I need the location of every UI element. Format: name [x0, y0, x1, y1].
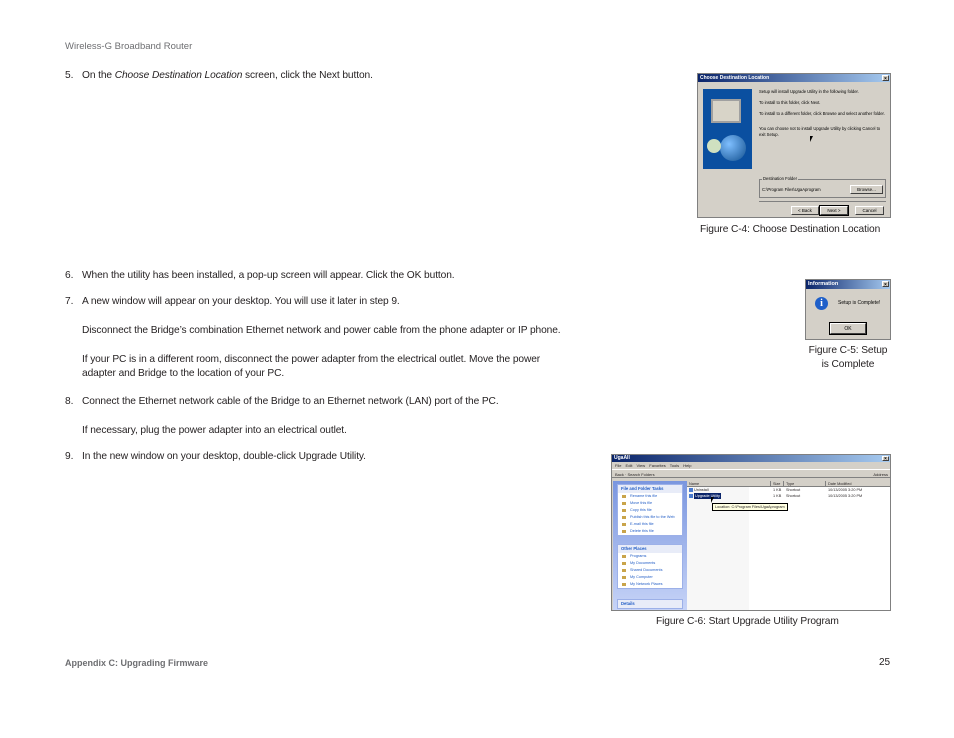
dialog-text: To install to a different folder, click Browse and select another folder.	[759, 111, 885, 116]
details-panel	[617, 599, 683, 609]
dialog-text: To install to this folder, click Next.	[759, 100, 821, 105]
paragraph: If necessary, plug the power adapter into an electrical outlet.	[82, 425, 347, 436]
file-date: 10/13/2005 3:20 PM	[828, 494, 863, 498]
other-places	[617, 544, 683, 589]
file-type: Shortcut	[786, 488, 801, 492]
file-size: 1 KB	[773, 488, 782, 492]
title-bar	[612, 455, 890, 462]
figure-c5-screenshot	[805, 279, 891, 340]
column-header-type[interactable]: Type	[784, 481, 826, 487]
info-icon: i	[815, 297, 828, 310]
figure-caption	[800, 344, 896, 372]
shortcut-icon	[689, 488, 693, 492]
running-header: Wireless-G Broadband Router	[65, 41, 193, 52]
destination-folder-group	[759, 176, 886, 198]
browse-button[interactable]: Browse...	[850, 185, 883, 194]
close-icon[interactable]: ×	[882, 75, 889, 81]
footer-section: Appendix C: Upgrading Firmware	[65, 658, 209, 668]
step-emphasis: Choose Destination Location	[114, 70, 243, 81]
place-item[interactable]: Programs	[618, 553, 682, 560]
step-text: Connect the Ethernet network cable of the Bridge to an Ethernet network (LAN) port of the PC.	[82, 396, 499, 407]
paragraph: adapter and Bridge to the location of your PC.	[82, 368, 285, 379]
file-list	[687, 481, 890, 610]
close-icon[interactable]: ×	[882, 456, 889, 461]
place-item[interactable]: My Documents	[618, 560, 682, 567]
cursor-icon	[810, 136, 813, 142]
file-name: Uninstall	[694, 488, 709, 492]
column-header-name[interactable]: Name	[687, 481, 771, 487]
title-bar	[698, 74, 890, 82]
step-number: 6.	[65, 270, 74, 281]
figure-c6-screenshot	[611, 454, 891, 611]
installer-graphic	[703, 89, 752, 169]
paragraph: If your PC is in a different room, disconnect the power adapter from the electrical outlet. Move the power	[82, 354, 541, 365]
globe-icon	[720, 135, 746, 161]
step-text: When the utility has been installed, a pop-up screen will appear. Click the OK button.	[82, 270, 455, 281]
place-item[interactable]: My Computer	[618, 574, 682, 581]
step-number: 8.	[65, 396, 74, 407]
cancel-button[interactable]: Cancel	[855, 206, 884, 215]
step-number: 9.	[65, 451, 74, 462]
window-title: Information	[808, 281, 839, 287]
shortcut-icon	[689, 494, 693, 498]
step-text: In the new window on your desktop, double-click Upgrade Utility.	[82, 451, 366, 462]
disc-icon	[707, 139, 721, 153]
close-icon[interactable]: ×	[882, 281, 889, 287]
task-item[interactable]: Rename this file	[618, 493, 682, 500]
step-text: screen, click the Next button.	[242, 70, 373, 81]
toolbar-buttons[interactable]: Back · Search Folders	[615, 472, 655, 477]
file-type: Shortcut	[786, 494, 801, 498]
file-name-selected: Upgrade Utility	[695, 494, 720, 498]
task-pane	[613, 481, 687, 610]
paragraph: Disconnect the Bridge’s combination Ethernet network and power cable from the phone adapter or IP phone.	[82, 325, 561, 336]
page-number: 25	[879, 657, 891, 668]
place-item[interactable]: Shared Documents	[618, 567, 682, 574]
figure-caption: Figure C-6: Start Upgrade Utility Program	[656, 616, 839, 627]
figure-caption: Figure C-4: Choose Destination Location	[700, 224, 881, 235]
group-label: Destination Folder	[763, 176, 797, 181]
panel-header[interactable]: Other Places	[618, 545, 682, 553]
task-item[interactable]: Delete this file	[618, 528, 682, 535]
task-item[interactable]: E-mail this file	[618, 521, 682, 528]
dialog-text: You can choose not to install Upgrade Utility by clicking Cancel to exit Setup.	[759, 126, 881, 137]
address-label: Address	[873, 472, 888, 477]
step-text: On the	[82, 70, 115, 81]
task-item[interactable]: Publish this file to the Web	[618, 514, 682, 521]
file-date: 10/13/2005 3:20 PM	[828, 488, 863, 492]
tooltip: Location: C:\Program Files\UgaAprogram	[712, 503, 788, 511]
figure-c4-screenshot	[697, 73, 891, 218]
step-number: 7.	[65, 296, 74, 307]
task-item[interactable]: Copy this file	[618, 507, 682, 514]
caption-line: is Complete	[821, 359, 875, 370]
file-folder-tasks	[617, 484, 683, 536]
window-title: UgaAll	[614, 455, 630, 461]
info-message: Setup is Complete!	[838, 300, 881, 306]
dialog-text: Setup will install Upgrade Utility in the following folder.	[759, 89, 859, 94]
menu-bar[interactable]: File Edit View Favorites Tools Help	[612, 462, 890, 469]
window-title: Choose Destination Location	[700, 75, 770, 81]
back-button[interactable]: < Back	[791, 206, 819, 215]
place-item[interactable]: My Network Places	[618, 581, 682, 588]
file-size: 1 KB	[773, 494, 782, 498]
next-button[interactable]: Next >	[820, 206, 848, 215]
step-number: 5.	[65, 70, 74, 81]
caption-line: Figure C-5: Setup	[808, 345, 888, 356]
column-header-size[interactable]: Size	[771, 481, 784, 487]
destination-path: C:\Program Files\UgaAprogram	[762, 187, 821, 192]
toolbar	[612, 469, 890, 478]
panel-header[interactable]: File and Folder Tasks	[618, 485, 682, 493]
panel-header[interactable]: Details	[618, 600, 682, 608]
divider	[759, 201, 886, 202]
computer-icon	[711, 99, 741, 123]
task-item[interactable]: Move this file	[618, 500, 682, 507]
step-text: A new window will appear on your desktop. You will use it later in step 9.	[82, 296, 400, 307]
title-bar	[806, 280, 890, 289]
column-header-date[interactable]: Date Modified	[826, 481, 891, 487]
ok-button[interactable]: OK	[830, 323, 866, 334]
